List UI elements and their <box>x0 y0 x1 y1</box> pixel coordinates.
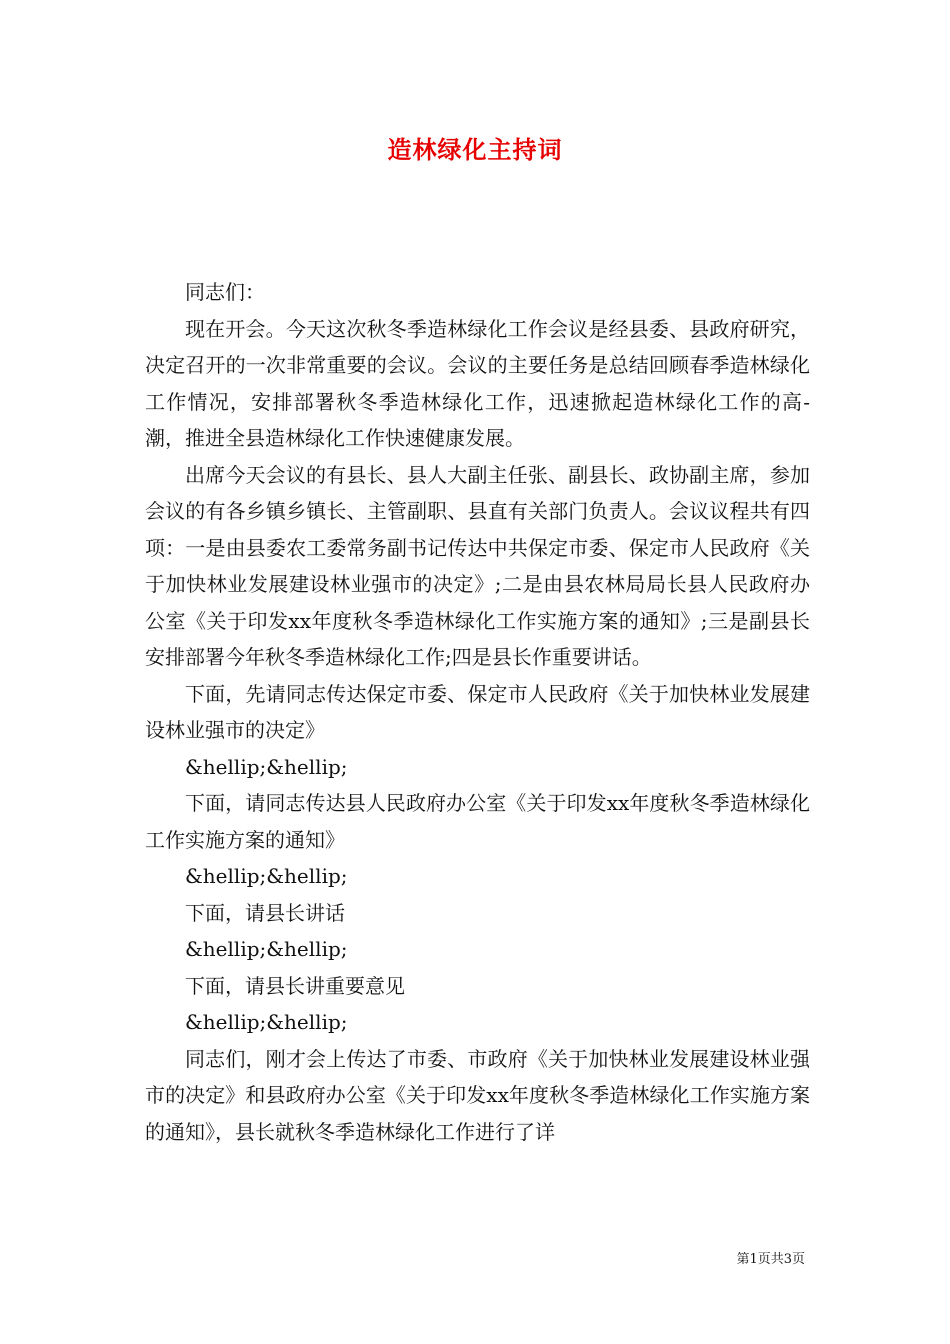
paragraph-agenda-item-2: 下面，请同志传达县人民政府办公室《关于印发xx年度秋冬季造林绿化工作实施方案的通知》 <box>145 791 810 852</box>
document-body <box>145 274 810 1150</box>
paragraph-greeting: 同志们： <box>185 280 265 304</box>
paragraph-ellipsis: &hellip;&hellip; <box>185 937 348 961</box>
paragraph-agenda-item-1: 下面，先请同志传达保定市委、保定市人民政府《关于加快林业发展建设林业强市的决定》 <box>145 681 810 742</box>
paragraph-attendees-agenda: 出席今天会议的有县长、县人大副主任张、副县长、政协副主席，参加会议的有各乡镇乡镇长、主管副职、县直有关部门负责人。会议议程共有四项：一是由县委农工委常务副书记传达中共保定市委、保定市人民政府《关于加快林业发展建设林业强市的决定》;二是由县农林局局长县人民政府办公室《关于印发xx年度秋冬季造林绿化工作实施方案的通知》;三是副县长安排部署今年秋冬季造林绿化工作;四是县长作重要讲话。 <box>145 462 810 669</box>
paragraph-summary: 同志们，刚才会上传达了市委、市政府《关于加快林业发展建设林业强市的决定》和县政府办公室《关于印发xx年度秋冬季造林绿化工作实施方案的通知》，县长就秋冬季造林绿化工作进行了详 <box>145 1046 810 1144</box>
paragraph-agenda-item-4: 下面，请县长讲重要意见 <box>185 973 405 998</box>
document-title: 造林绿化主持词 <box>387 135 563 164</box>
paragraph-ellipsis: &hellip;&hellip; <box>185 1010 348 1034</box>
page-number: 第1页共3页 <box>736 1252 805 1267</box>
paragraph-ellipsis: &hellip;&hellip; <box>185 754 348 779</box>
paragraph-ellipsis: &hellip;&hellip; <box>185 864 348 888</box>
paragraph-agenda-item-3: 下面，请县长讲话 <box>185 900 345 925</box>
paragraph-opening: 现在开会。今天这次秋冬季造林绿化工作会议是经县委、县政府研究，决定召开的一次非常重要的会议。会议的主要任务是总结回顾春季造林绿化工作情况，安排部署秋冬季造林绿化工作，迅速掀起造林绿化工作的高-潮，推进全县造林绿化工作快速健康发展。 <box>145 316 810 450</box>
